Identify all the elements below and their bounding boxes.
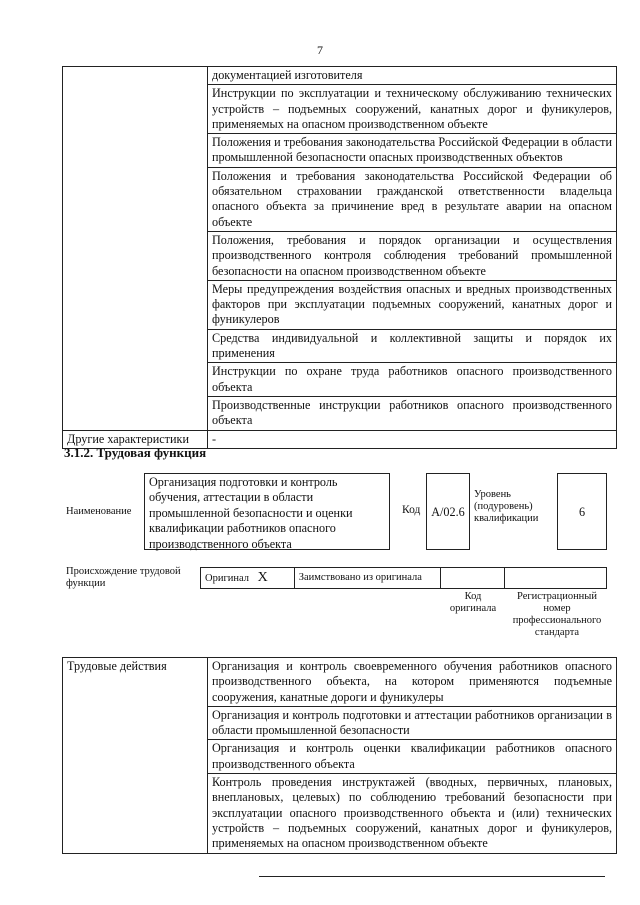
action-item: Организация и контроль своевременного обучения работников опасного производственного объекта, на котором применяются подъемные сооружения, канатные дороги и фуникулеры xyxy=(208,658,617,707)
page-number: 7 xyxy=(317,43,323,57)
other-characteristics-value: - xyxy=(208,430,617,448)
knowledge-item: Инструкции по охране труда работников опасного производственного объекта xyxy=(208,363,617,397)
action-item: Организация и контроль оценки квалификации работников опасного производственного объекта xyxy=(208,740,617,774)
knowledge-item: Положения и требования законодательства Российской Федерации об обязательном страховании гражданской ответственности владельца опасного объекта за причинение вред в результате аварии на опасном объекте xyxy=(208,167,617,231)
level-value-box: 6 xyxy=(557,473,607,550)
function-code-box: A/02.6 xyxy=(426,473,470,550)
knowledge-item: Инструкции по эксплуатации и техническому обслуживанию технических устройств – подъемных сооружений, канатных дорог и фуникулеров, применяемых на опасном производственном объекте xyxy=(208,85,617,134)
action-item: Контроль проведения инструктажей (вводных, первичных, плановых, внеплановых, целевых) по соблюдению требований безопасности при эксплуатации опасного производственного объекта и (или) технических устройств – подъемных сооружений, канатных дорог и фуникулеров, применяемых на опасном производственном объекте xyxy=(208,774,617,853)
origin-code-cell xyxy=(440,568,504,589)
page-bottom-rule xyxy=(259,876,605,877)
table-row xyxy=(63,658,617,707)
origin-label: Происхождение трудовой функции xyxy=(66,566,181,589)
name-label: Наименование xyxy=(66,506,132,517)
borrowed-cell: Заимствовано из оригинала xyxy=(294,568,440,589)
knowledge-item: Положения и требования законодательства Российской Федерации в области промышленной безопасности опасных производственных объектов xyxy=(208,134,617,168)
knowledge-table xyxy=(62,66,617,449)
function-name-box: Организация подготовки и контроль обучения, аттестации в области промышленной безопасности и оценки квалификации работников опасного производственного объекта xyxy=(144,473,390,550)
knowledge-item: Производственные инструкции работников опасного производственного объекта xyxy=(208,396,617,430)
table-row xyxy=(63,67,617,85)
original-mark: X xyxy=(257,569,268,585)
other-characteristics-label: Другие характеристики xyxy=(63,430,208,448)
reg-number-caption: Регистрационный номер профессионального стандарта xyxy=(512,591,602,638)
reg-number-cell xyxy=(505,568,607,589)
level-label: Уровень (подуровень) квалификации xyxy=(474,489,539,524)
original-label: Оригинал xyxy=(205,572,249,584)
code-label: Код xyxy=(402,504,421,516)
origin-table xyxy=(200,567,607,589)
table-cell-empty xyxy=(63,67,208,431)
actions-table xyxy=(62,657,617,854)
original-cell xyxy=(201,568,295,589)
table-row xyxy=(201,568,607,589)
knowledge-item: Меры предупреждения воздействия опасных и вредных производственных факторов при эксплуатации подъемных сооружений, канатных дорог и фуникулеров xyxy=(208,280,617,329)
action-item: Организация и контроль подготовки и аттестации работников организации в области промышленной безопасности xyxy=(208,706,617,740)
code-original-caption: Код оригинала xyxy=(449,591,497,614)
knowledge-item: Положения, требования и порядок организации и осуществления производственного контроля соблюдения требований промышленной безопасности на опасном производственном объекте xyxy=(208,231,617,280)
knowledge-item: Средства индивидуальной и коллективной защиты и порядок их применения xyxy=(208,329,617,363)
knowledge-item: документацией изготовителя xyxy=(208,67,617,85)
actions-label: Трудовые действия xyxy=(63,658,208,854)
section-title: 3.1.2. Трудовая функция xyxy=(64,445,207,460)
